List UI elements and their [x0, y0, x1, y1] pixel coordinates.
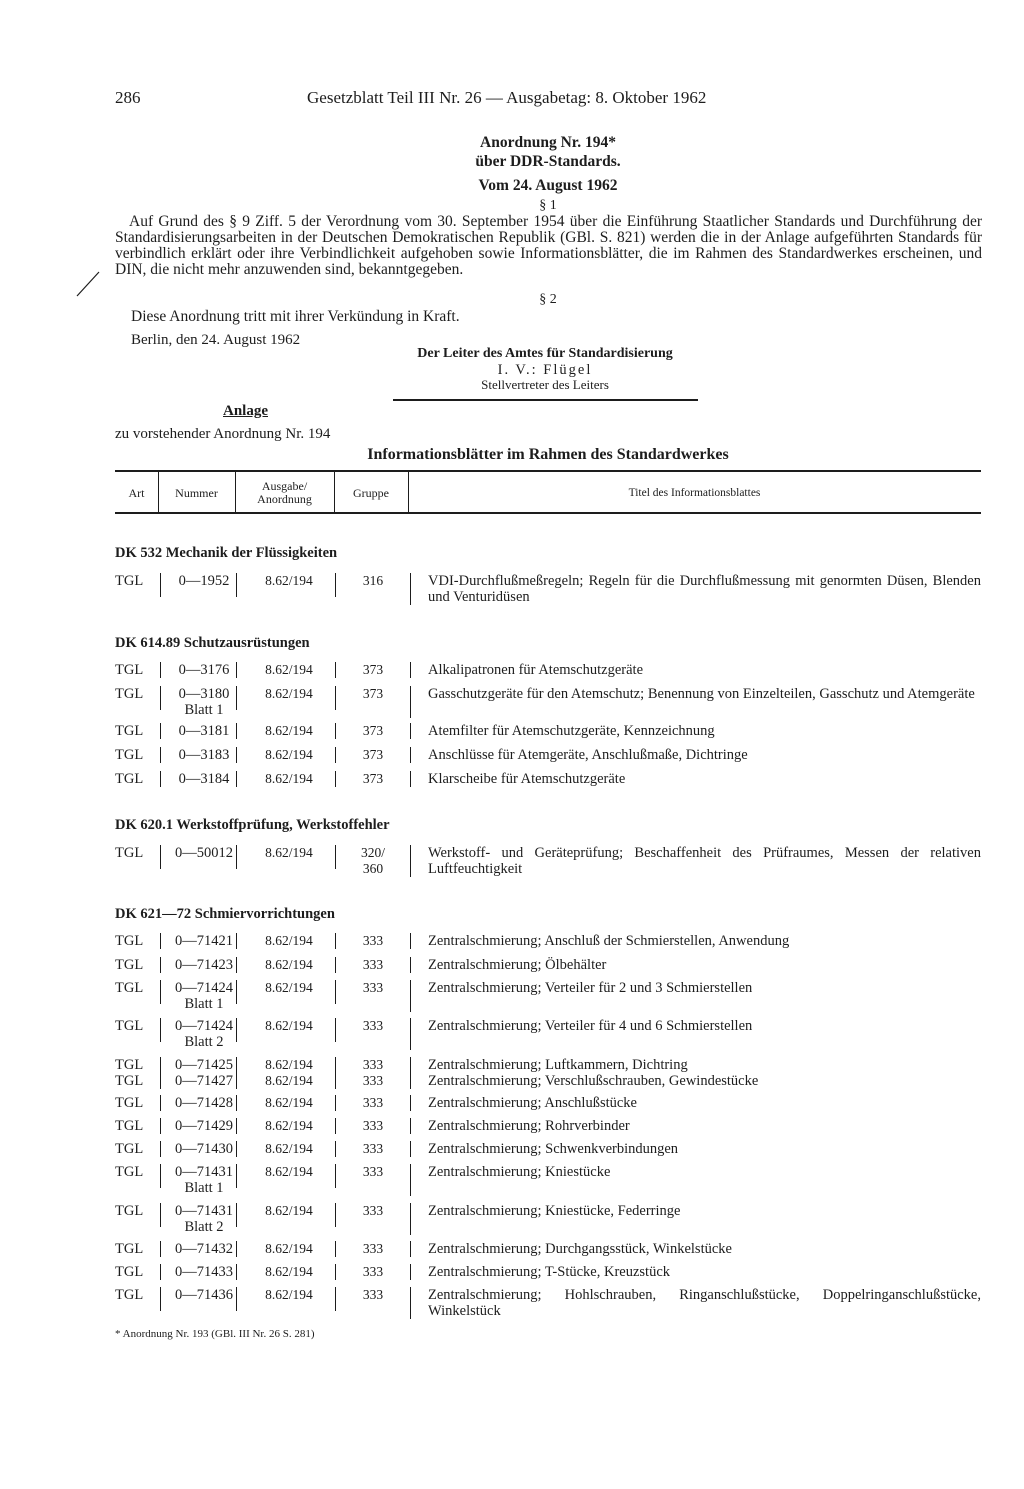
column-divider — [335, 723, 336, 739]
column-divider — [410, 1073, 411, 1089]
cell-nummer: 0—3183 — [178, 747, 230, 763]
column-divider — [236, 1095, 237, 1111]
col-header-titel: Titel des Informationsblattes — [628, 487, 761, 499]
column-divider — [410, 1141, 411, 1157]
column-divider — [236, 845, 237, 869]
cell-titel: Zentralschmierung; Hohlschrauben, Ringanschlußstücke, Doppelringanschlußstücke, Winkelstück — [428, 1287, 981, 1319]
column-divider — [335, 957, 336, 973]
col-header-gruppe: Gruppe — [353, 486, 389, 500]
column-divider — [335, 1057, 336, 1073]
section-2-mark: § 2 — [539, 292, 557, 307]
cell-art: TGL — [115, 933, 144, 949]
column-divider — [335, 686, 336, 710]
column-divider — [236, 957, 237, 973]
table-row — [0, 1095, 1024, 1111]
column-divider — [410, 1264, 411, 1280]
column-divider — [335, 1095, 336, 1111]
table-top-rule — [115, 470, 981, 472]
cell-art: TGL — [115, 1018, 144, 1034]
cell-nummer: 0—71424 — [175, 1018, 233, 1034]
column-divider — [160, 1287, 161, 1311]
column-divider — [335, 1018, 336, 1042]
cell-ausgabe: 8.62/194 — [265, 1164, 313, 1179]
cell-titel: Zentralschmierung; Verteiler für 2 und 3 Schmierstellen — [428, 980, 753, 996]
column-divider — [335, 845, 336, 869]
column-divider — [160, 1118, 161, 1134]
column-divider — [160, 1073, 161, 1089]
cell-art: TGL — [115, 957, 144, 973]
column-divider — [160, 686, 161, 710]
cell-ausgabe: 8.62/194 — [265, 845, 313, 860]
column-divider — [335, 1264, 336, 1280]
column-divider — [160, 747, 161, 763]
table-row — [0, 845, 1024, 877]
cell-ausgabe: 8.62/194 — [265, 723, 313, 738]
column-divider — [236, 1287, 237, 1311]
column-divider — [335, 573, 336, 597]
cell-art: TGL — [115, 1203, 144, 1219]
cell-art: TGL — [115, 1141, 144, 1157]
cell-gruppe: 373 — [362, 747, 384, 762]
cell-ausgabe: 8.62/194 — [265, 1118, 313, 1133]
cell-titel: Anschlüsse für Atemgeräte, Anschlußmaße, Dichtringe — [428, 747, 748, 763]
cell-titel: Zentralschmierung; Verteiler für 4 und 6 Schmierstellen — [428, 1018, 753, 1034]
table-row — [0, 1073, 1024, 1089]
cell-gruppe-cont: 360 — [362, 861, 384, 876]
cell-ausgabe: 8.62/194 — [265, 980, 313, 995]
cell-nummer-blatt: Blatt 2 — [184, 1219, 224, 1235]
decree-title: Anordnung Nr. 194* — [480, 134, 616, 151]
cell-gruppe: 333 — [362, 1073, 384, 1088]
col-header-art: Art — [128, 486, 145, 500]
cell-gruppe: 373 — [362, 771, 384, 786]
column-divider — [236, 686, 237, 710]
cell-gruppe: 333 — [362, 933, 384, 948]
column-divider — [335, 1203, 336, 1227]
cell-nummer: 0—71431 — [175, 1203, 233, 1219]
cell-nummer: 0—3176 — [178, 662, 230, 678]
cell-gruppe: 333 — [362, 1203, 384, 1218]
column-divider — [236, 1164, 237, 1188]
cell-ausgabe: 8.62/194 — [265, 771, 313, 786]
cell-nummer: 0—71424 — [175, 980, 233, 996]
section-1-body: Auf Grund des § 9 Ziff. 5 der Verordnung vom 30. September 1954 über die Einführung Staatlicher Standards und Durchführung der Standardisierungsarbeiten in der Deutschen Demokratischen Republik (GBl. S. 821) werden die in der Anlage aufgeführten Standards für verbindlich erklärt oder ihre Verbindlichkeit aufgehoben sowie Informationsblätter, die im Rahmen des Standardwerkes erscheinen, und DIN, die nicht mehr anzuwenden sind, bekanntgegeben. — [115, 213, 982, 278]
column-divider — [160, 1241, 161, 1257]
column-divider — [335, 662, 336, 678]
category-heading: DK 614.89 Schutzausrüstungen — [115, 635, 310, 651]
cell-titel: Zentralschmierung; Rohrverbinder — [428, 1118, 630, 1134]
cell-art: TGL — [115, 1095, 144, 1111]
column-divider — [410, 723, 411, 739]
column-divider — [236, 1057, 237, 1073]
category-heading: DK 532 Mechanik der Flüssigkeiten — [115, 545, 338, 561]
column-divider — [335, 1141, 336, 1157]
column-divider — [236, 723, 237, 739]
column-divider — [410, 747, 411, 763]
category-heading: DK 621—72 Schmiervorrichtungen — [115, 906, 335, 922]
column-divider — [236, 1241, 237, 1257]
category-heading: DK 620.1 Werkstoffprüfung, Werkstoffehler — [115, 817, 390, 833]
cell-art: TGL — [115, 1241, 144, 1257]
section-2-text: Diese Anordnung tritt mit ihrer Verkündung in Kraft. — [131, 308, 460, 325]
cell-gruppe: 373 — [362, 723, 384, 738]
cell-nummer: 0—71430 — [175, 1141, 233, 1157]
cell-art: TGL — [115, 573, 144, 589]
cell-art: TGL — [115, 747, 144, 763]
table-title: Informationsblätter im Rahmen des Standardwerkes — [367, 446, 729, 463]
column-divider — [335, 771, 336, 787]
cell-art: TGL — [115, 1073, 144, 1089]
cell-ausgabe: 8.62/194 — [265, 662, 313, 677]
place-date: Berlin, den 24. August 1962 — [131, 332, 301, 348]
annex-heading: Anlage — [223, 403, 268, 419]
section-1-text — [115, 214, 982, 278]
table-row — [0, 1287, 1024, 1319]
cell-nummer: 0—71427 — [175, 1073, 233, 1089]
cell-gruppe: 333 — [362, 1018, 384, 1033]
cell-nummer: 0—71423 — [175, 957, 233, 973]
cell-ausgabe: 8.62/194 — [265, 747, 313, 762]
cell-nummer: 0—71429 — [175, 1118, 233, 1134]
column-divider — [236, 1118, 237, 1134]
cell-ausgabe: 8.62/194 — [265, 573, 313, 588]
cell-titel: Zentralschmierung; T-Stücke, Kreuzstück — [428, 1264, 671, 1280]
cell-gruppe: 333 — [362, 1241, 384, 1256]
table-row — [0, 771, 1024, 787]
table-row — [0, 1164, 1024, 1196]
column-divider — [236, 1018, 237, 1042]
column-divider — [335, 1287, 336, 1311]
table-row — [0, 662, 1024, 678]
cell-titel: VDI-Durchflußmeßregeln; Regeln für die Durchflußmessung mit genormten Düsen, Blenden und Venturidüsen — [428, 573, 981, 605]
cell-gruppe: 333 — [362, 1264, 384, 1279]
cell-titel: Zentralschmierung; Kniestücke, Federringe — [428, 1203, 681, 1219]
col-header-ausgabe: Ausgabe/ — [261, 479, 308, 493]
cell-nummer-blatt: Blatt 1 — [184, 702, 224, 718]
cell-ausgabe: 8.62/194 — [265, 1095, 313, 1110]
column-divider — [410, 1164, 411, 1196]
cell-gruppe: 333 — [362, 1118, 384, 1133]
column-divider — [335, 980, 336, 1004]
column-divider — [410, 1095, 411, 1111]
cell-titel: Zentralschmierung; Kniestücke — [428, 1164, 611, 1180]
cell-gruppe: 373 — [362, 662, 384, 677]
cell-nummer: 0—71432 — [175, 1241, 233, 1257]
column-divider — [410, 1203, 411, 1235]
column-divider — [236, 980, 237, 1004]
column-divider — [335, 1164, 336, 1188]
cell-titel: Alkalipatronen für Atemschutzgeräte — [428, 662, 644, 678]
cell-nummer: 0—71421 — [175, 933, 233, 949]
section-1-mark: § 1 — [539, 198, 557, 213]
cell-gruppe: 373 — [362, 686, 384, 701]
table-row — [0, 573, 1024, 605]
column-divider — [410, 1118, 411, 1134]
cell-nummer: 0—71436 — [175, 1287, 233, 1303]
column-divider — [410, 662, 411, 678]
cell-titel: Gasschutzgeräte für den Atemschutz; Benennung von Einzelteilen, Gasschutz und Atemgeräte — [428, 686, 975, 702]
table-row — [0, 1141, 1024, 1157]
column-divider — [160, 1095, 161, 1111]
cell-nummer: 0—3181 — [178, 723, 230, 739]
column-divider — [335, 1073, 336, 1089]
column-divider — [160, 573, 161, 597]
footnote: * Anordnung Nr. 193 (GBl. III Nr. 26 S. 281) — [115, 1328, 315, 1340]
cell-nummer: 0—71425 — [175, 1057, 233, 1073]
cell-titel: Zentralschmierung; Schwenkverbindungen — [428, 1141, 679, 1157]
column-divider — [335, 1118, 336, 1134]
cell-titel: Zentralschmierung; Anschlußstücke — [428, 1095, 637, 1111]
column-divider — [410, 573, 411, 605]
cell-ausgabe: 8.62/194 — [265, 1018, 313, 1033]
cell-gruppe: 320/ — [360, 845, 385, 860]
cell-titel: Werkstoff- und Geräteprüfung; Beschaffenheit des Prüfraumes, Messen der relativen Luftfeuchtigkeit — [428, 845, 981, 877]
cell-ausgabe: 8.62/194 — [265, 1264, 313, 1279]
cell-art: TGL — [115, 771, 144, 787]
column-divider — [236, 573, 237, 597]
cell-ausgabe: 8.62/194 — [265, 1203, 313, 1218]
cell-nummer: 0—71431 — [175, 1164, 233, 1180]
signature-signer: I. V.: Flügel — [497, 362, 593, 378]
column-divider — [160, 1264, 161, 1280]
column-divider — [160, 1141, 161, 1157]
column-divider — [410, 1241, 411, 1257]
cell-ausgabe: 8.62/194 — [265, 1073, 313, 1088]
cell-nummer-blatt: Blatt 2 — [184, 1034, 224, 1050]
cell-gruppe: 333 — [362, 1095, 384, 1110]
cell-titel: Zentralschmierung; Ölbehälter — [428, 957, 607, 973]
table-header-rule — [115, 512, 981, 514]
cell-art: TGL — [115, 1164, 144, 1180]
column-divider — [335, 933, 336, 949]
column-divider — [236, 662, 237, 678]
cell-nummer: 0—3184 — [178, 771, 230, 787]
annex-subheading: zu vorstehender Anordnung Nr. 194 — [115, 426, 331, 442]
table-row — [0, 1057, 1024, 1073]
cell-art: TGL — [115, 723, 144, 739]
cell-art: TGL — [115, 686, 144, 702]
table-row — [0, 933, 1024, 949]
table-row — [0, 1241, 1024, 1257]
column-divider — [160, 1018, 161, 1042]
cell-gruppe: 316 — [362, 573, 384, 588]
cell-gruppe: 333 — [362, 1057, 384, 1072]
column-divider — [335, 747, 336, 763]
cell-art: TGL — [115, 980, 144, 996]
cell-gruppe: 333 — [362, 1164, 384, 1179]
cell-art: TGL — [115, 1264, 144, 1280]
cell-ausgabe: 8.62/194 — [265, 1287, 313, 1302]
cell-titel: Zentralschmierung; Luftkammern, Dichtring — [428, 1057, 688, 1073]
cell-art: TGL — [115, 662, 144, 678]
column-divider — [410, 845, 411, 877]
column-divider — [160, 1164, 161, 1188]
column-divider — [410, 1018, 411, 1050]
table-row — [0, 1018, 1024, 1050]
cell-art: TGL — [115, 1118, 144, 1134]
column-divider — [160, 957, 161, 973]
signature-rule — [393, 399, 698, 401]
column-divider — [236, 1264, 237, 1280]
column-divider — [410, 1287, 411, 1319]
running-head: Gesetzblatt Teil III Nr. 26 — Ausgabetag: 8. Oktober 1962 — [307, 88, 707, 107]
cell-ausgabe: 8.62/194 — [265, 1141, 313, 1156]
margin-mark — [75, 270, 101, 298]
column-divider — [236, 1203, 237, 1227]
cell-art: TGL — [115, 845, 144, 861]
cell-nummer: 0—71428 — [175, 1095, 233, 1111]
cell-ausgabe: 8.62/194 — [265, 957, 313, 972]
column-divider — [160, 771, 161, 787]
table-row — [0, 1118, 1024, 1134]
cell-nummer-blatt: Blatt 1 — [184, 996, 224, 1012]
header-divider — [235, 472, 236, 512]
column-divider — [236, 1141, 237, 1157]
decree-subtitle: über DDR-Standards. — [475, 153, 621, 170]
table-row — [0, 747, 1024, 763]
column-divider — [160, 1203, 161, 1227]
column-divider — [160, 1057, 161, 1073]
cell-ausgabe: 8.62/194 — [265, 933, 313, 948]
cell-ausgabe: 8.62/194 — [265, 686, 313, 701]
table-row — [0, 980, 1024, 1012]
column-divider — [410, 980, 411, 1012]
column-divider — [410, 686, 411, 718]
table-row — [0, 957, 1024, 973]
column-divider — [410, 771, 411, 787]
decree-date: Vom 24. August 1962 — [478, 177, 618, 194]
column-divider — [236, 747, 237, 763]
table-row — [0, 1264, 1024, 1280]
signature-role: Stellvertreter des Leiters — [481, 377, 609, 392]
column-divider — [236, 933, 237, 949]
column-divider — [410, 1057, 411, 1073]
column-divider — [236, 1073, 237, 1089]
cell-art: TGL — [115, 1287, 144, 1303]
cell-nummer-blatt: Blatt 1 — [184, 1180, 224, 1196]
cell-gruppe: 333 — [362, 980, 384, 995]
cell-titel: Klarscheibe für Atemschutzgeräte — [428, 771, 626, 787]
cell-titel: Atemfilter für Atemschutzgeräte, Kennzeichnung — [428, 723, 715, 739]
column-divider — [160, 662, 161, 678]
cell-ausgabe: 8.62/194 — [265, 1241, 313, 1256]
table-row — [0, 1203, 1024, 1235]
cell-titel: Zentralschmierung; Durchgangsstück, Winkelstücke — [428, 1241, 732, 1257]
cell-nummer: 0—3180 — [178, 686, 230, 702]
column-divider — [160, 980, 161, 1004]
page-number: 286 — [115, 88, 141, 107]
cell-nummer: 0—1952 — [178, 573, 230, 589]
signature-authority: Der Leiter des Amtes für Standardisierung — [417, 346, 673, 361]
column-divider — [335, 1241, 336, 1257]
cell-nummer: 0—50012 — [175, 845, 233, 861]
table-row — [0, 723, 1024, 739]
cell-nummer: 0—71433 — [175, 1264, 233, 1280]
column-divider — [410, 957, 411, 973]
cell-titel: Zentralschmierung; Verschlußschrauben, Gewindestücke — [428, 1073, 759, 1089]
column-divider — [410, 933, 411, 949]
column-divider — [160, 845, 161, 869]
cell-gruppe: 333 — [362, 1141, 384, 1156]
cell-titel: Zentralschmierung; Anschluß der Schmierstellen, Anwendung — [428, 933, 790, 949]
column-divider — [236, 771, 237, 787]
cell-ausgabe: 8.62/194 — [265, 1057, 313, 1072]
cell-gruppe: 333 — [362, 1287, 384, 1302]
column-divider — [160, 933, 161, 949]
col-header-anordnung: Anordnung — [257, 492, 312, 506]
cell-art: TGL — [115, 1057, 144, 1073]
table-row — [0, 686, 1024, 718]
cell-gruppe: 333 — [362, 957, 384, 972]
col-header-nummer: Nummer — [175, 486, 218, 500]
column-divider — [160, 723, 161, 739]
